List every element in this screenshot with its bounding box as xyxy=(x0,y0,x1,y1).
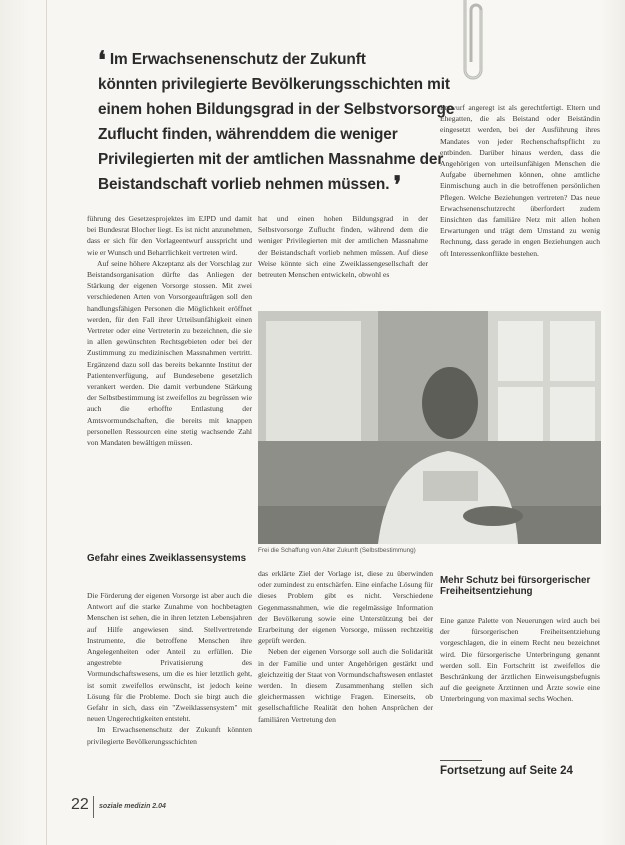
magazine-title: soziale medizin 2.04 xyxy=(99,803,166,810)
divider xyxy=(440,760,482,761)
body-column-1-top xyxy=(87,213,252,448)
photo-caption: Frei die Schaffung von Alter Zukunft (Selbstbestimmung) xyxy=(258,547,416,554)
pull-quote-line: einem hohen Bildungsgrad in der Selbstvorsorge xyxy=(98,101,455,118)
pull-quote xyxy=(98,45,455,199)
paragraph: das erklärte Ziel der Vorlage ist, diese zu überwinden oder zumindest zu entschärfen. Eine einfache Lösung für dieses Problem gibt es nicht. Verschiedene Gegenmassnahmen, wie die regelmässige Information der Bevölkerung sowie eine Unterstützung bei der Erarbeitung der eigenen Vorsorge, müssen rechtzeitig geprüft werden. xyxy=(258,569,433,646)
paragraph: Entwurf angeregt ist als gerechtfertigt. Eltern und Ehegatten, die als Beistand oder Beiständin eingesetzt werden, bei der Ausführung ihres Mandates von jeder Rechenschaftspflicht zu entbinden. Darüber hinaus werden, dass die Angehörigen von urteilsunfähigen Menschen die Aufgabe übernehmen können, ohne amtliche Einmischung auch in die betroffenen persönlichen Pflegen. Welche Beziehungen vertreten? Das neue Erwachsenenschutzrecht überfordert zudem Einsichten das familiäre Netz mit allen hohen Erwartungen und trägt dem Umstand zu wenig Rechnung, dass gerade in engen Beziehungen auch oft Interessenkonflikte bestehen. xyxy=(440,103,600,258)
pull-quote-line: Zuflucht finden, währenddem die weniger xyxy=(98,126,398,143)
paragraph: Im Erwachsenenschutz der Zukunft könnten privilegierte Bevölkerungsschichten xyxy=(87,725,252,746)
body-column-3-top xyxy=(440,102,600,259)
subheading: Mehr Schutz bei fürsorgerischer Freiheitsentziehung xyxy=(440,575,591,597)
divider xyxy=(93,796,94,818)
quote-close-icon: ❜ xyxy=(393,170,402,199)
body-column-3-bottom xyxy=(440,615,600,705)
paragraph: führung des Gesetzesprojektes im EJPD und damit bei Bundesrat Blocher liegt. Es ist nicht anzunehmen, dass er sich für den Vorlageentwurf ausspricht und wie er Wunsch und Beharrlichkeit vertreten wird. xyxy=(87,214,252,257)
body-column-2-bottom xyxy=(258,568,433,725)
quote-open-icon: ❛ xyxy=(98,45,106,74)
paragraph: Neben der eigenen Vorsorge soll auch die Solidarität in der Familie und unter Angehörigen gestärkt und gleichzeitig der Staat von Vormundschaftswesen entlastet werden. In diesem Zusammenhang stellen sich gleichermassen wichtige Fragen. Einerseits, ob gesellschaftliche Realität den hohen Ansprüchen der familiären Vertretung den xyxy=(258,647,433,724)
binding-edge xyxy=(46,0,47,845)
continued-on-link: Fortsetzung auf Seite 24 xyxy=(440,765,573,777)
body-column-1-bottom xyxy=(87,590,252,747)
pull-quote-line: ❛ Im Erwachsenenschutz der Zukunft xyxy=(98,45,366,74)
pull-quote-line: Privilegierten mit der amtlichen Massnahme der xyxy=(98,151,444,168)
paragraph: Auf seine höhere Akzeptanz als der Vorschlag zur Beistandsorganisation dürfte das Anliegen der Stärkung der eigenen Vorsorge stossen. Mit zwei verschiedenen Arten von Vorsorgeaufträgen soll den handlungsfähigen Personen die Möglichkeit eröffnet werden, für den Fall ihrer Urteilsunfähigkeit einen Vertreter oder eine Vertreterin zu bezeichnen, die sie in allen gewünschten Rechtsgebieten oder bei der Zustimmung zu medizinischen Massnahmen vertritt. Ergänzend dazu soll das bereits bekannte Institut der Patientenverfügung, auf Bundesebene gesetzlich verankert werden. Die damit verbundene Stärkung der Selbstbestimmung ist zweifellos zu begrüssen wie auch die erhoffte Entlastung der Amtsvormundschaften, die bereits mit knappen personellen Ressourcen eine stetig wachsende Zahl von Mandaten bewältigen müssen. xyxy=(87,258,252,448)
pull-quote-line: Beistandschaft vorlieb nehmen müssen. ❜ xyxy=(98,170,402,199)
body-column-2-top xyxy=(258,213,428,280)
paperclip-icon xyxy=(455,0,491,92)
article-photo xyxy=(258,311,601,544)
paragraph: hat und einen hohen Bildungsgrad in der Selbstvorsorge Zuflucht finden, während dem die weniger Privilegierten mit der amtlichen Massnahme der Beistandschaft vorlieb nehmen müssen. Auf diese Weise könnte sich eine Zweiklassengesellschaft der betreuten Menschen entwickeln, obwohl es xyxy=(258,214,428,280)
paragraph: Die Förderung der eigenen Vorsorge ist aber auch die Antwort auf die starke Zunahme von hochbetagten Menschen ist sehen, die in ihren letzten Lebensjahren auf Hilfe angewiesen sind. Stellvertretende Instrumente, die betroffene Menschen ihre Angelegenheiten oder Anteil zu erfüllen. Die angestrebte Privatisierung des Vormundschaftswesens, um die es hier letztlich geht, ist somit zweifellos erwünscht, ist jedoch keine Lösung für die Probleme. Doch sie birgt auch die Gefahr in sich, dass ein "Zweiklassensystem" mit neuen Ungerechtigkeiten entsteht. xyxy=(87,591,252,724)
paragraph: Eine ganze Palette von Neuerungen wird auch bei der fürsorgerischen Freiheitsentziehung vorgeschlagen, die in einem Recht neu bezeichnet wird. Die fürsorgerische Unterbringung genannt werden soll. Ein Fortschritt ist zweifellos die Beschränkung der ärztlichen Einweisungsbefugnis auf die geeignete Ärztinnen und Ärzte sowie eine Unterbringung von maximal sechs Wochen. xyxy=(440,616,600,704)
pull-quote-line: könnten privilegierte Bevölkerungsschichten mit xyxy=(98,76,450,93)
page-number: 22 xyxy=(71,796,89,813)
subheading: Gefahr eines Zweiklassensystems xyxy=(87,553,247,564)
